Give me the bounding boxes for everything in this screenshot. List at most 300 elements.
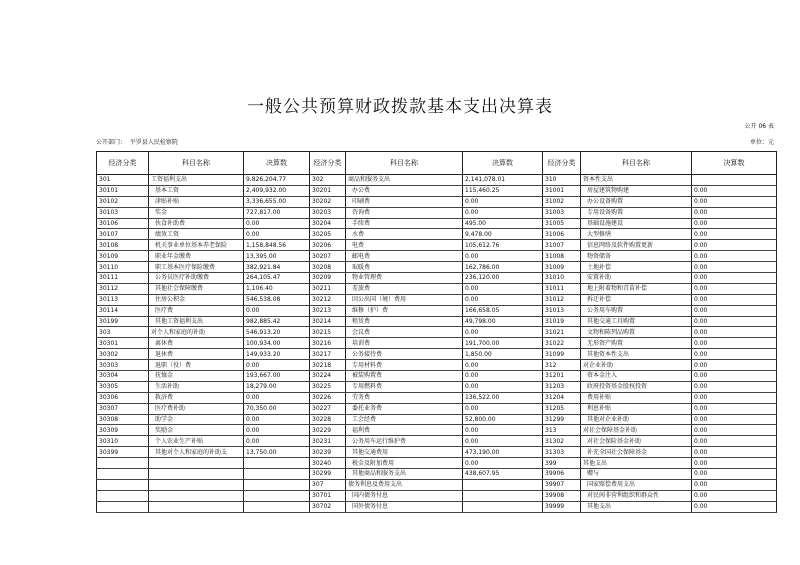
cell-code: 30302	[97, 349, 149, 360]
cell-name: 因公出国（境）费用	[346, 294, 463, 305]
cell-code: 30208	[310, 262, 346, 273]
cell-code: 30307	[97, 403, 149, 414]
cell-name: 被装购置费	[346, 371, 463, 382]
cell-amount: 495.00	[463, 218, 543, 229]
cell-code: 30702	[310, 501, 346, 512]
cell-code: 31006	[543, 229, 581, 240]
cell-amount: 0.00	[692, 371, 777, 382]
cell-amount: 0.00	[244, 436, 310, 447]
table-row	[97, 207, 777, 218]
cell-amount: 0.00	[692, 251, 777, 262]
cell-name: 公务员医疗补助缴费	[149, 273, 244, 284]
header-row	[97, 152, 777, 175]
table-row	[97, 262, 777, 273]
cell-name: 取暖费	[346, 262, 463, 273]
cell-amount: 0.00	[692, 327, 777, 338]
cell-amount: 1,106.40	[244, 283, 310, 294]
cell-amount: 0.00	[463, 360, 543, 371]
cell-code: 30228	[310, 414, 346, 425]
table-body	[97, 175, 777, 513]
table-row	[97, 425, 777, 436]
cell-code: 30231	[310, 436, 346, 447]
cell-code: 303	[97, 327, 149, 338]
table-row	[97, 229, 777, 240]
dept-name: 平罗县人民检察院	[129, 139, 178, 146]
cell-amount: 0.00	[244, 229, 310, 240]
cell-code: 30225	[310, 381, 346, 392]
cell-code: 30102	[97, 196, 149, 207]
cell-code: 301	[97, 175, 149, 186]
cell-name: 退职（役）费	[149, 360, 244, 371]
cell-code: 30301	[97, 338, 149, 349]
cell-amount: 0.00	[692, 316, 777, 327]
cell-code: 30108	[97, 240, 149, 251]
cell-name: 补充全国社会保障基金	[581, 447, 692, 458]
cell-code: 313	[543, 425, 581, 436]
cell-code: 31205	[543, 403, 581, 414]
cell-amount: 0.00	[463, 251, 543, 262]
cell-name: 生活补助	[149, 381, 244, 392]
col-header: 经济分类	[310, 152, 346, 175]
table-row	[97, 447, 777, 458]
cell-code: 30203	[310, 207, 346, 218]
cell-name: 政府投资基金股权投资	[581, 381, 692, 392]
cell-name: 其他交通费用	[346, 447, 463, 458]
cell-name: 税金及附加费用	[346, 458, 463, 469]
cell-code: 30229	[310, 425, 346, 436]
cell-name: 费用补贴	[581, 392, 692, 403]
cell-amount: 13,395.00	[244, 251, 310, 262]
cell-name: 文物和陈列品购置	[581, 327, 692, 338]
cell-code: 30113	[97, 294, 149, 305]
cell-code: 31099	[543, 349, 581, 360]
cell-name: 基础设施建设	[581, 218, 692, 229]
cell-amount: 438,607.95	[463, 469, 543, 480]
cell-amount: 166,658.05	[463, 305, 543, 316]
cell-code: 39999	[543, 501, 581, 512]
cell-name: 安置补助	[581, 273, 692, 284]
cell-code: 30111	[97, 273, 149, 284]
col-header: 科目名称	[149, 152, 244, 175]
cell-code: 30308	[97, 414, 149, 425]
cell-name: 国家赔偿费用支出	[581, 479, 692, 490]
cell-amount: 0.00	[463, 458, 543, 469]
table-row	[97, 240, 777, 251]
cell-code: 30109	[97, 251, 149, 262]
cell-code: 30215	[310, 327, 346, 338]
cell-amount: 0.00	[244, 218, 310, 229]
col-header: 科目名称	[346, 152, 463, 175]
cell-name	[149, 469, 244, 480]
cell-amount: 473,190.00	[463, 447, 543, 458]
cell-code: 30106	[97, 218, 149, 229]
cell-name: 其他交通工具购置	[581, 316, 692, 327]
cell-amount	[244, 490, 310, 501]
cell-code	[97, 469, 149, 480]
cell-name: 工资福利支出	[149, 175, 244, 186]
cell-name: 水费	[346, 229, 463, 240]
cell-name: 抚恤金	[149, 371, 244, 382]
cell-code: 30224	[310, 371, 346, 382]
cell-amount	[244, 469, 310, 480]
cell-name: 工会经费	[346, 414, 463, 425]
cell-name: 退休费	[149, 349, 244, 360]
cell-name: 物业管理费	[346, 273, 463, 284]
cell-code: 30305	[97, 381, 149, 392]
cell-code: 30217	[310, 349, 346, 360]
cell-name	[149, 501, 244, 512]
table-row	[97, 175, 777, 186]
cell-code: 30103	[97, 207, 149, 218]
table-row	[97, 327, 777, 338]
cell-name: 医疗费	[149, 305, 244, 316]
cell-code: 31010	[543, 273, 581, 284]
cell-code: 30309	[97, 425, 149, 436]
cell-name: 职工基本医疗保险缴费	[149, 262, 244, 273]
cell-name: 专用燃料费	[346, 381, 463, 392]
cell-amount: 0.00	[244, 360, 310, 371]
cell-amount: 0.00	[244, 392, 310, 403]
meta-bar	[96, 137, 774, 147]
cell-code: 302	[310, 175, 346, 186]
expenditure-table	[96, 151, 777, 513]
cell-amount: 9,826,204.77	[244, 175, 310, 186]
cell-code: 31013	[543, 305, 581, 316]
cell-name	[149, 479, 244, 490]
cell-name: 基本工资	[149, 185, 244, 196]
cell-amount: 1,850.00	[463, 349, 543, 360]
cell-code: 30107	[97, 229, 149, 240]
cell-amount	[244, 458, 310, 469]
cell-code: 30201	[310, 185, 346, 196]
table-row	[97, 316, 777, 327]
cell-name: 咨询费	[346, 207, 463, 218]
cell-amount	[692, 175, 777, 186]
cell-amount: 0.00	[692, 262, 777, 273]
cell-code: 31203	[543, 381, 581, 392]
cell-code: 30211	[310, 283, 346, 294]
cell-amount: 546,538.08	[244, 294, 310, 305]
cell-name: 印刷费	[346, 196, 463, 207]
table-row	[97, 371, 777, 382]
cell-amount: 193,667.00	[244, 371, 310, 382]
cell-amount: 3,336,655.00	[244, 196, 310, 207]
table-row	[97, 360, 777, 371]
cell-amount: 0.00	[692, 458, 777, 469]
cell-amount: 0.00	[463, 436, 543, 447]
cell-code: 31299	[543, 414, 581, 425]
cell-name	[149, 490, 244, 501]
cell-name: 其他对个人和家庭的补助支	[149, 447, 244, 458]
cell-code: 39906	[543, 469, 581, 480]
cell-code: 30303	[97, 360, 149, 371]
cell-amount: 0.00	[692, 185, 777, 196]
cell-code: 30204	[310, 218, 346, 229]
cell-name: 医疗费补助	[149, 403, 244, 414]
cell-amount: 0.00	[692, 196, 777, 207]
cell-name: 国外债务付息	[346, 501, 463, 512]
cell-name: 福利费	[346, 425, 463, 436]
cell-code: 30227	[310, 403, 346, 414]
cell-code: 30205	[310, 229, 346, 240]
cell-amount: 0.00	[463, 283, 543, 294]
cell-amount: 191,700.00	[463, 338, 543, 349]
cell-amount: 0.00	[692, 501, 777, 512]
cell-name: 专用材料费	[346, 360, 463, 371]
cell-name: 其他资本性支出	[581, 349, 692, 360]
cell-code: 310	[543, 175, 581, 186]
cell-code: 31204	[543, 392, 581, 403]
cell-code: 30209	[310, 273, 346, 284]
cell-name: 电费	[346, 240, 463, 251]
cell-code: 30213	[310, 305, 346, 316]
cell-code: 31019	[543, 316, 581, 327]
cell-amount: 0.00	[692, 273, 777, 284]
cell-code: 30701	[310, 490, 346, 501]
col-header: 经济分类	[543, 152, 581, 175]
cell-amount: 149,933.20	[244, 349, 310, 360]
table-row	[97, 196, 777, 207]
cell-amount: 0.00	[463, 371, 543, 382]
cell-name: 劳务费	[346, 392, 463, 403]
cell-name: 专用设备购置	[581, 207, 692, 218]
table-row	[97, 392, 777, 403]
col-header: 决算数	[463, 152, 543, 175]
cell-amount: 136,522.00	[463, 392, 543, 403]
cell-code: 31302	[543, 436, 581, 447]
cell-name: 房屋建筑物购建	[581, 185, 692, 196]
cell-amount: 382,921.84	[244, 262, 310, 273]
cell-code	[97, 490, 149, 501]
cell-amount: 0.00	[692, 229, 777, 240]
col-header: 决算数	[244, 152, 310, 175]
table-row	[97, 381, 777, 392]
cell-name: 物资储备	[581, 251, 692, 262]
cell-name: 救济费	[149, 392, 244, 403]
cell-name: 对个人和家庭的补助	[149, 327, 244, 338]
cell-amount: 0.00	[692, 414, 777, 425]
cell-code: 30202	[310, 196, 346, 207]
cell-code: 30218	[310, 360, 346, 371]
cell-name: 国内债务付息	[346, 490, 463, 501]
cell-code: 399	[543, 458, 581, 469]
table-row	[97, 185, 777, 196]
cell-name: 其他支出	[581, 501, 692, 512]
cell-amount: 52,800.00	[463, 414, 543, 425]
cell-amount: 0.00	[692, 240, 777, 251]
cell-amount	[244, 479, 310, 490]
cell-name: 绩效工资	[149, 229, 244, 240]
cell-code	[97, 501, 149, 512]
cell-name: 公务用车购置	[581, 305, 692, 316]
cell-name: 邮电费	[346, 251, 463, 262]
cell-code: 30206	[310, 240, 346, 251]
cell-code: 31011	[543, 283, 581, 294]
cell-amount: 236,120.00	[463, 273, 543, 284]
cell-code: 31005	[543, 218, 581, 229]
cell-amount: 49,798.00	[463, 316, 543, 327]
table-row	[97, 501, 777, 512]
cell-code: 31021	[543, 327, 581, 338]
cell-code: 31007	[543, 240, 581, 251]
cell-name: 信息网络及软件购置更新	[581, 240, 692, 251]
cell-amount: 105,612.76	[463, 240, 543, 251]
cell-amount: 0.00	[463, 425, 543, 436]
col-header: 科目名称	[581, 152, 692, 175]
cell-name: 办公设备购置	[581, 196, 692, 207]
cell-name: 对企业补助	[581, 360, 692, 371]
cell-code: 31002	[543, 196, 581, 207]
cell-name: 租赁费	[346, 316, 463, 327]
cell-amount: 0.00	[692, 338, 777, 349]
cell-amount: 0.00	[692, 425, 777, 436]
cell-name: 对民间非营利组织和群众性	[581, 490, 692, 501]
cell-amount: 2,409,932.00	[244, 185, 310, 196]
cell-amount: 0.00	[692, 305, 777, 316]
cell-name: 商品和服务支出	[346, 175, 463, 186]
cell-name: 差旅费	[346, 283, 463, 294]
cell-amount: 18,279.00	[244, 381, 310, 392]
table-row	[97, 283, 777, 294]
cell-name: 培训费	[346, 338, 463, 349]
cell-code: 31008	[543, 251, 581, 262]
cell-amount: 727,817.00	[244, 207, 310, 218]
col-header: 决算数	[692, 152, 777, 175]
cell-amount: 1,158,848.56	[244, 240, 310, 251]
cell-code: 31001	[543, 185, 581, 196]
cell-name: 个人农业生产补贴	[149, 436, 244, 447]
cell-name: 土地补偿	[581, 262, 692, 273]
cell-code: 31012	[543, 294, 581, 305]
cell-name: 维修（护）费	[346, 305, 463, 316]
cell-name: 其他工资福利支出	[149, 316, 244, 327]
cell-code: 30299	[310, 469, 346, 480]
cell-name: 对社会保险基金补助	[581, 436, 692, 447]
cell-code: 30240	[310, 458, 346, 469]
cell-name: 其他商品和服务支出	[346, 469, 463, 480]
cell-amount: 115,460.25	[463, 185, 543, 196]
cell-amount: 0.00	[463, 207, 543, 218]
cell-amount: 0.00	[244, 414, 310, 425]
cell-amount: 2,141,078.01	[463, 175, 543, 186]
cell-amount: 0.00	[692, 207, 777, 218]
cell-amount	[463, 501, 543, 512]
table-row	[97, 436, 777, 447]
cell-code: 31022	[543, 338, 581, 349]
cell-amount: 546,913.20	[244, 327, 310, 338]
cell-name	[149, 458, 244, 469]
cell-amount: 0.00	[692, 294, 777, 305]
cell-code: 30101	[97, 185, 149, 196]
cell-code: 307	[310, 479, 346, 490]
cell-amount: 70,350.00	[244, 403, 310, 414]
cell-code: 31003	[543, 207, 581, 218]
cell-code	[97, 458, 149, 469]
cell-amount: 9,478.00	[463, 229, 543, 240]
cell-code: 30199	[97, 316, 149, 327]
cell-name: 其他社会保障缴费	[149, 283, 244, 294]
cell-amount	[463, 490, 543, 501]
cell-amount: 0.00	[692, 392, 777, 403]
cell-name: 助学金	[149, 414, 244, 425]
cell-code: 30214	[310, 316, 346, 327]
cell-name: 津贴补贴	[149, 196, 244, 207]
cell-name: 伙食补助费	[149, 218, 244, 229]
cell-name: 公务用车运行维护费	[346, 436, 463, 447]
table-row	[97, 251, 777, 262]
cell-code: 30212	[310, 294, 346, 305]
cell-amount: 13,750.00	[244, 447, 310, 458]
cell-name: 离休费	[149, 338, 244, 349]
cell-name: 无形资产购置	[581, 338, 692, 349]
cell-amount: 0.00	[692, 360, 777, 371]
cell-amount: 0.00	[463, 196, 543, 207]
cell-code: 30226	[310, 392, 346, 403]
table-row	[97, 458, 777, 469]
cell-amount: 100,934.00	[244, 338, 310, 349]
cell-amount: 0.00	[463, 294, 543, 305]
cell-code: 30399	[97, 447, 149, 458]
cell-code: 39907	[543, 479, 581, 490]
cell-name: 会议费	[346, 327, 463, 338]
cell-name: 奖金	[149, 207, 244, 218]
cell-amount: 0.00	[463, 403, 543, 414]
cell-amount	[244, 501, 310, 512]
cell-name: 委托业务费	[346, 403, 463, 414]
form-number: 公开 06 表	[744, 123, 774, 130]
cell-name: 利息补贴	[581, 403, 692, 414]
cell-name: 拆迁补偿	[581, 294, 692, 305]
cell-amount: 0.00	[692, 218, 777, 229]
cell-name: 公务接待费	[346, 349, 463, 360]
cell-code: 30216	[310, 338, 346, 349]
cell-amount: 0.00	[692, 447, 777, 458]
page-title: 一般公共预算财政拨款基本支出决算表	[247, 97, 553, 117]
cell-code: 31303	[543, 447, 581, 458]
table-row	[97, 349, 777, 360]
table-row	[97, 403, 777, 414]
col-header: 经济分类	[97, 152, 149, 175]
cell-code: 30239	[310, 447, 346, 458]
cell-amount: 0.00	[692, 469, 777, 480]
cell-amount: 0.00	[692, 381, 777, 392]
cell-code: 30114	[97, 305, 149, 316]
cell-amount: 0.00	[463, 327, 543, 338]
cell-code: 30110	[97, 262, 149, 273]
table-row	[97, 305, 777, 316]
table-row	[97, 294, 777, 305]
cell-amount: 0.00	[692, 436, 777, 447]
cell-code: 30306	[97, 392, 149, 403]
table-row	[97, 414, 777, 425]
cell-name: 大型修缮	[581, 229, 692, 240]
cell-amount: 0.00	[692, 490, 777, 501]
cell-amount: 982,885.42	[244, 316, 310, 327]
cell-name: 机关事业单位基本养老保险	[149, 240, 244, 251]
unit-label: 单位：元	[749, 139, 774, 146]
cell-name: 其他对企业补助	[581, 414, 692, 425]
cell-name: 对社会保障基金补助	[581, 425, 692, 436]
cell-name: 赠与	[581, 469, 692, 480]
cell-name: 办公费	[346, 185, 463, 196]
table-row	[97, 469, 777, 480]
cell-code: 30207	[310, 251, 346, 262]
cell-code: 312	[543, 360, 581, 371]
cell-name: 奖励金	[149, 425, 244, 436]
table-row	[97, 273, 777, 284]
cell-name: 其他支出	[581, 458, 692, 469]
dept-label: 公开部门：	[96, 139, 127, 146]
